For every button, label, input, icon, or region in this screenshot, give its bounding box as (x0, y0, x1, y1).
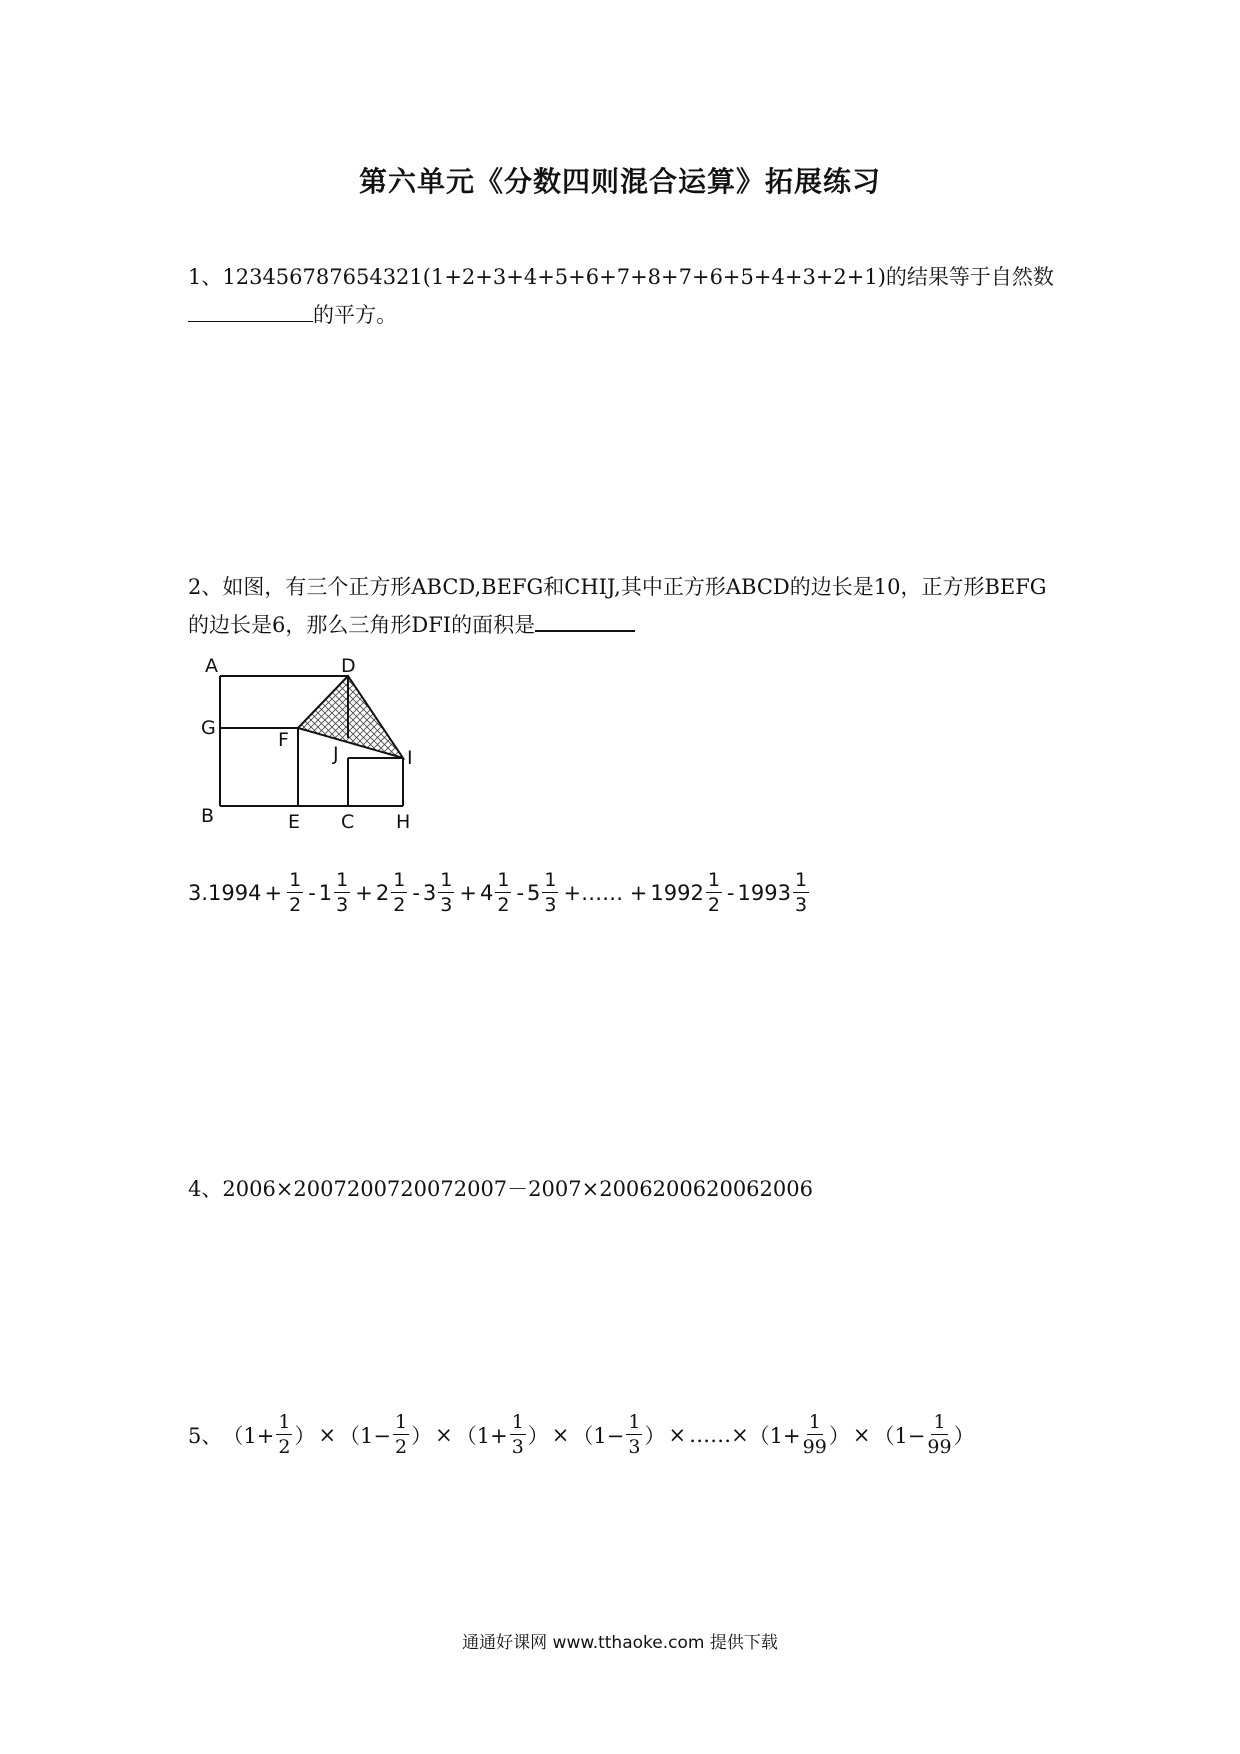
ellipsis: +…… + (563, 880, 648, 905)
question-2-prefix: 的边长是6，那么三角形DFI的面积是 (188, 613, 536, 637)
fraction: $\frac{1}{2}$ (497, 869, 510, 916)
whole-number: 3 (422, 880, 437, 905)
whole-number: 1993 (737, 880, 791, 905)
paren-close: ） (411, 1423, 433, 1448)
minus-sign: - (412, 880, 420, 905)
label-b: B (201, 805, 215, 827)
paren-open: （1+ (455, 1423, 508, 1448)
whole-number: 1992 (650, 880, 704, 905)
paren-open: （1+ (748, 1423, 801, 1448)
question-2 (188, 568, 1047, 644)
label-f: F (278, 729, 289, 751)
paren-close: ） (953, 1423, 975, 1448)
paren-close: ） (294, 1423, 316, 1448)
answer-blank-1[interactable] (188, 299, 313, 322)
answer-blank-2[interactable] (535, 608, 635, 632)
fraction: $\frac{1}{99}$ (927, 1411, 952, 1458)
paren-close: ） (828, 1423, 850, 1448)
fraction: $\frac{1}{3}$ (511, 1411, 524, 1458)
fraction: $\frac{1}{2}$ (393, 869, 406, 916)
ellipsis: ……× (689, 1422, 749, 1447)
plus-sign: + (459, 880, 477, 905)
paren-close: ） (527, 1423, 549, 1448)
times-sign: × (551, 1422, 570, 1447)
label-j: J (333, 743, 339, 765)
question-3 (188, 868, 811, 917)
triangle-dfi-shading (298, 676, 403, 758)
paren-close: ） (644, 1423, 666, 1448)
label-g: G (201, 717, 216, 739)
page-title: 第六单元《分数四则混合运算》拓展练习 (358, 165, 881, 198)
times-sign: × (668, 1422, 687, 1447)
whole-number: 5 (527, 880, 541, 905)
paren-open: （1+ (222, 1423, 275, 1448)
question-1-line-2 (188, 296, 1054, 334)
whole-number: 1 (318, 880, 333, 905)
label-h: H (396, 811, 411, 833)
question-5 (188, 1410, 975, 1459)
minus-sign: - (516, 880, 525, 905)
times-sign: × (852, 1422, 871, 1447)
fraction: $\frac{1}{2}$ (395, 1411, 408, 1458)
paren-open: （1− (339, 1423, 392, 1448)
fraction: $\frac{1}{3}$ (336, 869, 349, 916)
question-1-suffix: 的平方。 (313, 303, 397, 327)
fraction: $\frac{1}{2}$ (707, 869, 720, 916)
fraction: $\frac{1}{3}$ (794, 869, 808, 916)
fraction: $\frac{1}{3}$ (628, 1411, 641, 1458)
fraction: $\frac{1}{3}$ (440, 869, 453, 916)
fraction: $\frac{1}{3}$ (544, 869, 557, 916)
question-2-line-2 (188, 606, 1047, 644)
fraction: $\frac{1}{2}$ (289, 869, 302, 916)
question-1-line-1: 1、123456787654321(1+2+3+4+5+6+7+8+7+6+5+4+3+2+1)的结果等于自然数 (188, 265, 1054, 289)
label-e: E (288, 811, 301, 833)
whole-number: 2 (375, 880, 390, 905)
fraction: $\frac{1}{2}$ (278, 1411, 291, 1458)
question-4: 4、2006×2007200720072007－2007×2006200620062006 (188, 1177, 813, 1201)
question-1 (188, 258, 1054, 334)
label-c: C (341, 811, 355, 833)
question-3-prefix: 3.1994 (188, 880, 262, 905)
question-2-line-1: 2、如图，有三个正方形ABCD,BEFG和CHIJ,其中正方形ABCD的边长是10，正方形BEFG (188, 575, 1047, 599)
footer-credit: 通通好课网 www.tthaoke.com 提供下载 (462, 1633, 778, 1653)
label-i: I (407, 747, 413, 769)
squares-figure (185, 650, 445, 850)
question-5-prefix: 5、 (188, 1423, 223, 1448)
label-d: D (341, 655, 356, 677)
whole-number: 4 (479, 880, 494, 905)
label-a: A (205, 655, 218, 677)
plus-sign: + (264, 880, 283, 905)
fraction: $\frac{1}{99}$ (802, 1411, 827, 1458)
times-sign: × (318, 1422, 337, 1447)
times-sign: × (435, 1422, 453, 1447)
minus-sign: - (308, 880, 316, 905)
plus-sign: + (355, 880, 373, 905)
paren-open: （1− (572, 1423, 625, 1448)
paren-open: （1− (873, 1423, 926, 1448)
minus-sign: - (726, 880, 735, 905)
